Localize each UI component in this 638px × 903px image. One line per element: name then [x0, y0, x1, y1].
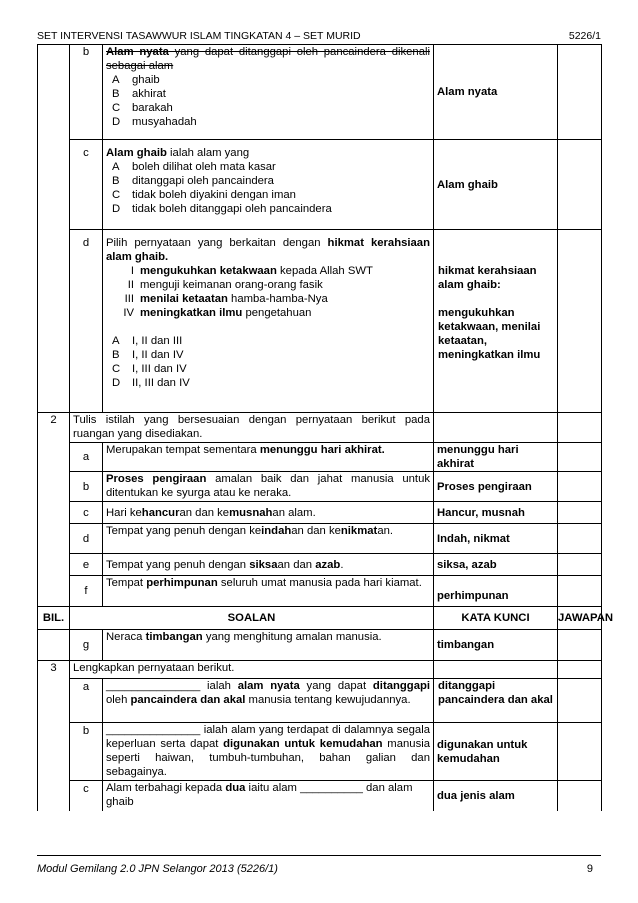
q2e-row: [38, 554, 602, 576]
footer-rule: [37, 855, 601, 856]
q3c-question: Alam terbahagi kepada dua iaitu alam __________ dan alam ghaib: [103, 781, 434, 811]
q2a-question: Merupakan tempat sementara menunggu hari akhirat.: [103, 443, 434, 472]
q2g-key: timbangan: [434, 630, 558, 661]
q3c-letter: c: [70, 781, 103, 811]
q2f-key: perhimpunan: [434, 576, 558, 607]
q1c-option-b: B ditanggapi oleh pancaindera: [112, 175, 274, 187]
q1c-answer[interactable]: [558, 140, 602, 230]
col-bil: BIL.: [38, 607, 70, 630]
q1c-option-d: D tidak boleh ditanggapi oleh pancaindera: [112, 203, 332, 215]
q3-stem: Lengkapkan pernyataan berikut.: [70, 661, 434, 679]
q1d-answer[interactable]: [558, 230, 602, 413]
q2e-answer[interactable]: [558, 554, 602, 576]
q2g-question: Neraca timbangan yang menghitung amalan manusia.: [103, 630, 434, 661]
q3b-question: _______________ ialah alam yang terdapat di dalamnya segala keperluan serta dapat digunakan untuk kemudahan manusia seperti haiwan, tumbuh-tumbuhan, bahan galian dan sebagainya.: [103, 723, 434, 781]
q2e-letter: e: [70, 554, 103, 576]
q1-num-cell: [38, 45, 70, 413]
q3b-key: digunakan untuk kemudahan: [434, 723, 558, 781]
q3a-letter: a: [70, 679, 103, 723]
q1d-row: [38, 230, 602, 413]
header-code: 5226/1: [568, 30, 601, 42]
q1b-stem-bold: Alam nyata: [106, 46, 169, 58]
q3a-blank[interactable]: _______________: [106, 680, 201, 692]
q2b-key: Proses pengiraan: [434, 472, 558, 502]
q2-stem-row: [38, 413, 602, 443]
q3b-blank[interactable]: _______________: [106, 724, 201, 736]
page-footer: [37, 863, 593, 875]
q2g-row: [38, 630, 602, 661]
q2-num: 2: [38, 413, 70, 607]
q2e-question: Tempat yang penuh dengan siksaan dan azab.: [103, 554, 434, 576]
col-jawapan: JAWAPAN: [558, 607, 602, 630]
q1d-statement-2: II menguji keimanan orang-orang fasik: [127, 279, 323, 291]
page-header: [37, 30, 601, 44]
q1d-option-c: C I, III dan IV: [112, 363, 187, 375]
q2c-letter: c: [70, 502, 103, 524]
table-header-row: [38, 607, 602, 630]
q3a-row: [38, 679, 602, 723]
q1b-option-c: C barakah: [112, 102, 173, 114]
q1d-question: Pilih pernyataan yang berkaitan dengan hikmat kerahsiaan alam ghaib. I mengukuhkan ketakwaan kepada Allah SWT II menguji keimanan orang-orang fasik III menilai ketaatan hamba-hamba-Nya IV meningkatkan ilmu pengetahuan A I, II dan III B I, II dan IV C I, III dan IV D II, III dan IV: [103, 230, 434, 413]
q1d-letter: d: [70, 230, 103, 413]
q2-stem: Tulis istilah yang bersesuaian dengan pernyataan berikut pada ruangan yang disediakan.: [70, 413, 434, 443]
q2f-answer[interactable]: [558, 576, 602, 607]
q3a-question: _______________ ialah alam nyata yang dapat ditanggapi oleh pancaindera dan akal manusia tentang kewujudannya.: [103, 679, 434, 723]
q1b-option-a: A ghaib: [112, 74, 160, 86]
q1c-question: Alam ghaib ialah alam yang A boleh dilihat oleh mata kasar B ditanggapi oleh pancaindera C tidak boleh diyakini dengan iman D tidak boleh ditanggapi oleh pancaindera: [103, 140, 434, 230]
q3-num: 3: [38, 661, 70, 811]
q3b-row: [38, 723, 602, 781]
q2a-letter: a: [70, 443, 103, 472]
q2d-row: [38, 524, 602, 554]
footer-source: Modul Gemilang 2.0 JPN Selangor 2013 (5226/1): [37, 863, 278, 875]
q2b-row: [38, 472, 602, 502]
q1c-option-c: C tidak boleh diyakini dengan iman: [112, 189, 296, 201]
q1c-key: Alam ghaib: [434, 140, 558, 230]
q2d-key: Indah, nikmat: [434, 524, 558, 554]
q3c-answer[interactable]: [558, 781, 602, 811]
q1b-key: Alam nyata: [434, 45, 558, 140]
q1c-option-a: A boleh dilihat oleh mata kasar: [112, 161, 276, 173]
col-kata-kunci: KATA KUNCI: [434, 607, 558, 630]
q1c-row: [38, 140, 602, 230]
q2d-letter: d: [70, 524, 103, 554]
q1d-key: hikmat kerahsiaan alam ghaib: mengukuhkan ketakwaan, menilai ketaatan, meningkatkan ilmu: [434, 230, 558, 413]
q3c-row: [38, 781, 602, 811]
q2a-answer[interactable]: [558, 443, 602, 472]
q1d-option-b: B I, II dan IV: [112, 349, 184, 361]
q3b-answer[interactable]: [558, 723, 602, 781]
q2c-answer[interactable]: [558, 502, 602, 524]
q2g-letter: g: [70, 630, 103, 661]
q1d-statement-4: IV meningkatkan ilmu pengetahuan: [123, 307, 312, 319]
q2b-answer[interactable]: [558, 472, 602, 502]
q1b-option-b: B akhirat: [112, 88, 166, 100]
q1b-letter: b: [70, 45, 103, 140]
q2b-letter: b: [70, 472, 103, 502]
col-soalan: SOALAN: [70, 607, 434, 630]
q1b-stem: yang dapat ditanggapi oleh pancaindera dikenali sebagai alam: [106, 46, 430, 72]
q2f-row: [38, 576, 602, 607]
q1d-option-d: D II, III dan IV: [112, 377, 190, 389]
q1d-statement-3: III menilai ketaatan hamba-hamba-Nya: [124, 293, 328, 305]
q2c-row: [38, 502, 602, 524]
q2f-question: Tempat perhimpunan seluruh umat manusia pada hari kiamat.: [103, 576, 434, 607]
q2d-answer[interactable]: [558, 524, 602, 554]
q2c-question: Hari kehancuran dan kemusnahan alam.: [103, 502, 434, 524]
q2d-question: Tempat yang penuh dengan keindahan dan kenikmatan.: [103, 524, 434, 554]
q3b-letter: b: [70, 723, 103, 781]
q1c-letter: c: [70, 140, 103, 230]
q1b-option-d: D musyahadah: [112, 116, 197, 128]
q2a-key: menunggu hari akhirat: [434, 443, 558, 472]
page-number: 9: [586, 863, 593, 875]
q3c-blank[interactable]: __________: [300, 782, 363, 794]
q1d-option-a: A I, II dan III: [112, 335, 183, 347]
q1d-statement-1: I mengukuhkan ketakwaan kepada Allah SWT: [130, 265, 373, 277]
q3c-key: dua jenis alam: [434, 781, 558, 811]
q3a-answer[interactable]: [558, 679, 602, 723]
q2b-question: Proses pengiraan amalan baik dan jahat manusia untuk ditentukan ke syurga atau ke neraka.: [103, 472, 434, 502]
q3a-key: ditanggapi pancaindera dan akal: [434, 679, 558, 723]
q2a-row: [38, 443, 602, 472]
q2c-key: Hancur, musnah: [434, 502, 558, 524]
q2f-letter: f: [70, 576, 103, 607]
q2-continued-cell: [38, 630, 70, 661]
q2g-answer[interactable]: [558, 630, 602, 661]
q3-stem-row: [38, 661, 602, 679]
q1b-question: [103, 45, 434, 140]
q1b-answer[interactable]: [558, 45, 602, 140]
header-title: SET INTERVENSI TASAWWUR ISLAM TINGKATAN 4 – SET MURID: [37, 30, 361, 42]
q1b-row: [38, 45, 602, 140]
q2e-key: siksa, azab: [434, 554, 558, 576]
question-table: [37, 44, 614, 811]
